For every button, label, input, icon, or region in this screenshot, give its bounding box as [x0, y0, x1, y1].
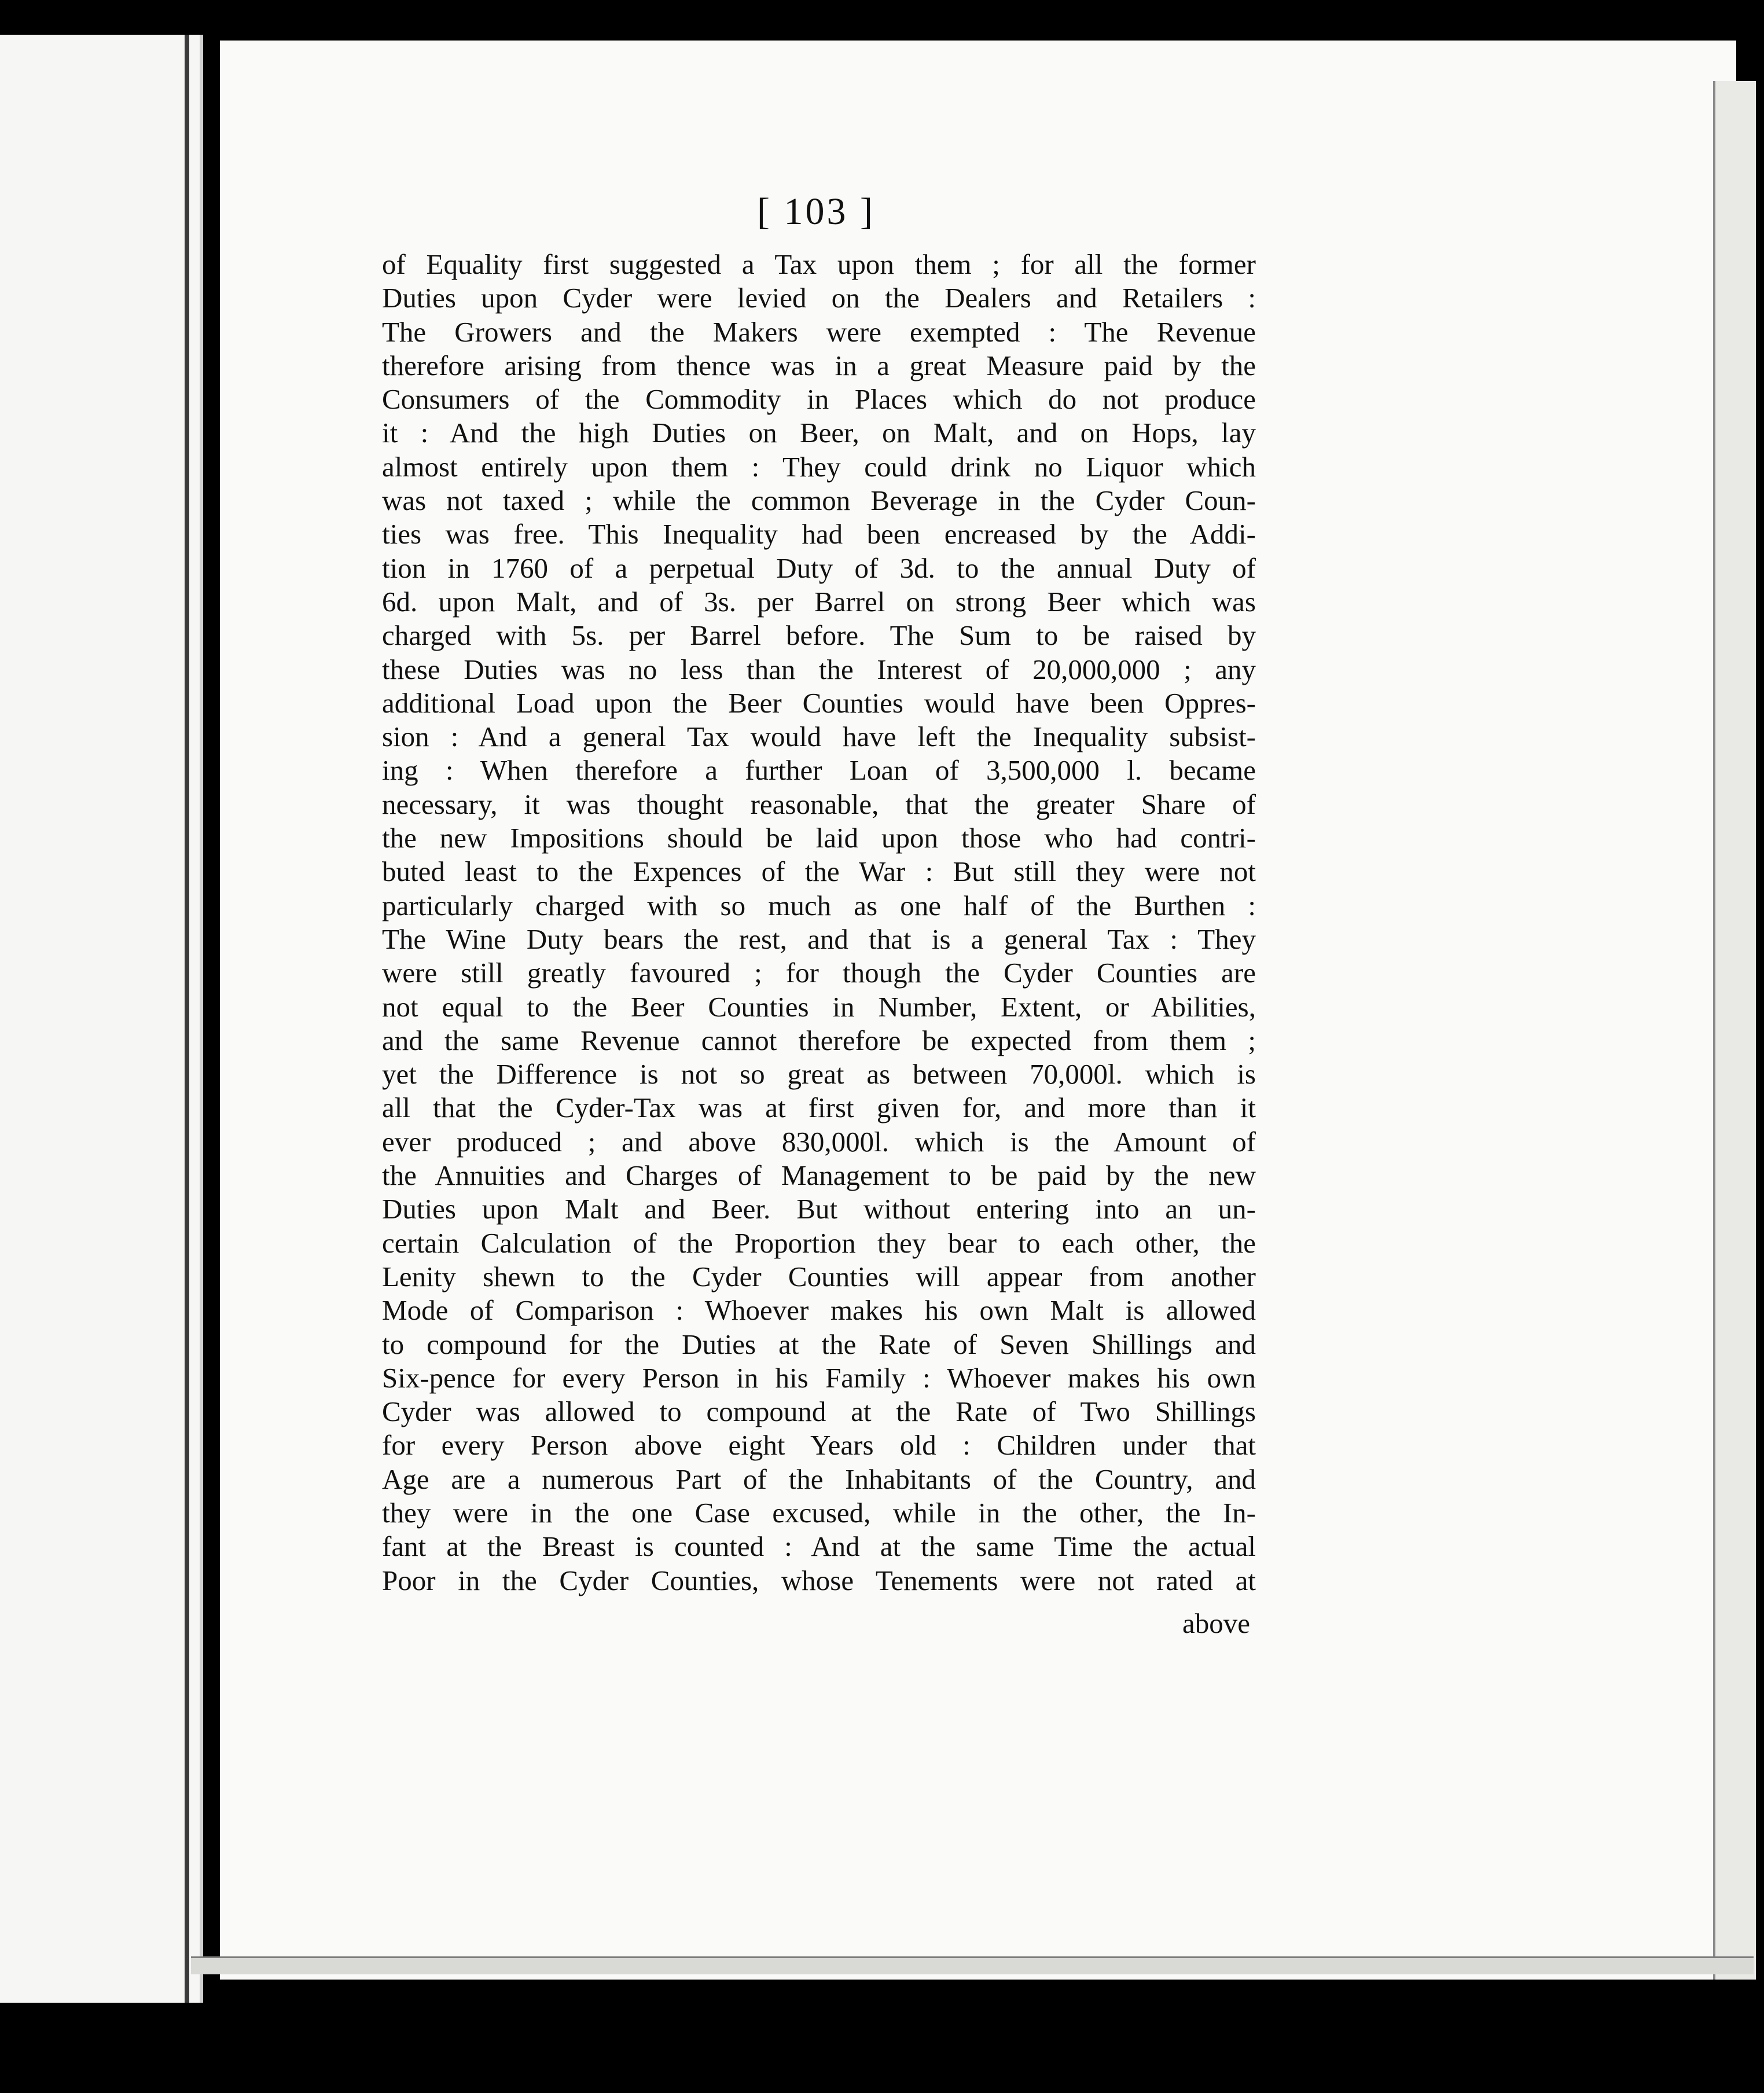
- catchword: above: [1182, 1607, 1250, 1639]
- text-line: almost entirely upon them : They could drink no Liquor which: [382, 450, 1256, 483]
- text-line: ever produced ; and above 830,000l. which is the Amount of: [382, 1125, 1256, 1158]
- text-line: fant at the Breast is counted : And at the same Time the actual: [382, 1530, 1256, 1563]
- page-stack-edge-right: [1713, 81, 1756, 1980]
- text-line: certain Calculation of the Proportion they bear to each other, the: [382, 1227, 1256, 1259]
- text-line: these Duties was no less than the Interest of 20,000,000 ; any: [382, 653, 1256, 685]
- text-line: the new Impositions should be laid upon those who had contri-: [382, 822, 1256, 854]
- text-line: they were in the one Case excused, while in the other, the In-: [382, 1496, 1256, 1529]
- text-line: to compound for the Duties at the Rate of Seven Shillings and: [382, 1328, 1256, 1360]
- text-line: was not taxed ; while the common Beverage in the Cyder Coun-: [382, 484, 1256, 517]
- text-line: The Growers and the Makers were exempted : The Revenue: [382, 315, 1256, 348]
- text-line: Duties upon Cyder were levied on the Dealers and Retailers :: [382, 282, 1256, 314]
- text-line: Six-pence for every Person in his Family : Whoever makes his own: [382, 1361, 1256, 1394]
- text-line: charged with 5s. per Barrel before. The Sum to be raised by: [382, 619, 1256, 652]
- facing-page-edge: [0, 35, 203, 2003]
- text-line: Poor in the Cyder Counties, whose Tenements were not rated at: [382, 1564, 1256, 1596]
- page-number-header: [ 103 ]: [757, 190, 875, 233]
- body-text: [382, 248, 1256, 1598]
- text-line: Consumers of the Commodity in Places which do not produce: [382, 383, 1256, 416]
- text-line: it : And the high Duties on Beer, on Malt, and on Hops, lay: [382, 417, 1256, 449]
- text-line: buted least to the Expences of the War : But still they were not: [382, 855, 1256, 888]
- text-line: ing : When therefore a further Loan of 3,500,000 l. became: [382, 754, 1256, 787]
- text-line: Cyder was allowed to compound at the Rate of Two Shillings: [382, 1396, 1256, 1428]
- text-line: particularly charged with so much as one half of the Burthen :: [382, 889, 1256, 921]
- text-line: Age are a numerous Part of the Inhabitants of the Country, and: [382, 1463, 1256, 1495]
- text-line: were still greatly favoured ; for though the Cyder Counties are: [382, 957, 1256, 989]
- text-line: 6d. upon Malt, and of 3s. per Barrel on strong Beer which was: [382, 585, 1256, 618]
- text-line: Mode of Comparison : Whoever makes his own Malt is allowed: [382, 1294, 1256, 1327]
- text-line: tion in 1760 of a perpetual Duty of 3d. to the annual Duty of: [382, 552, 1256, 584]
- gutter-fold: [185, 35, 189, 2003]
- text-line: for every Person above eight Years old : Children under that: [382, 1429, 1256, 1462]
- text-line: sion : And a general Tax would have left the Inequality subsist-: [382, 721, 1256, 753]
- text-line: Duties upon Malt and Beer. But without entering into an un-: [382, 1193, 1256, 1225]
- text-line: and the same Revenue cannot therefore be expected from them ;: [382, 1024, 1256, 1056]
- text-line: additional Load upon the Beer Counties would have been Oppres-: [382, 686, 1256, 719]
- text-line: not equal to the Beer Counties in Number, Extent, or Abilities,: [382, 990, 1256, 1023]
- text-line: the Annuities and Charges of Management to be paid by the new: [382, 1159, 1256, 1192]
- text-line: The Wine Duty bears the rest, and that is a general Tax : They: [382, 923, 1256, 955]
- text-line: necessary, it was thought reasonable, that the greater Share of: [382, 788, 1256, 820]
- page-stack-edge-bottom: [191, 1956, 1754, 1974]
- text-line: all that the Cyder-Tax was at first given for, and more than it: [382, 1092, 1256, 1124]
- text-line: of Equality first suggested a Tax upon them ; for all the former: [382, 248, 1256, 280]
- text-line: Lenity shewn to the Cyder Counties will appear from another: [382, 1260, 1256, 1292]
- text-line: ties was free. This Inequality had been encreased by the Addi-: [382, 518, 1256, 550]
- text-line: therefore arising from thence was in a great Measure paid by the: [382, 349, 1256, 381]
- text-line: yet the Difference is not so great as between 70,000l. which is: [382, 1058, 1256, 1090]
